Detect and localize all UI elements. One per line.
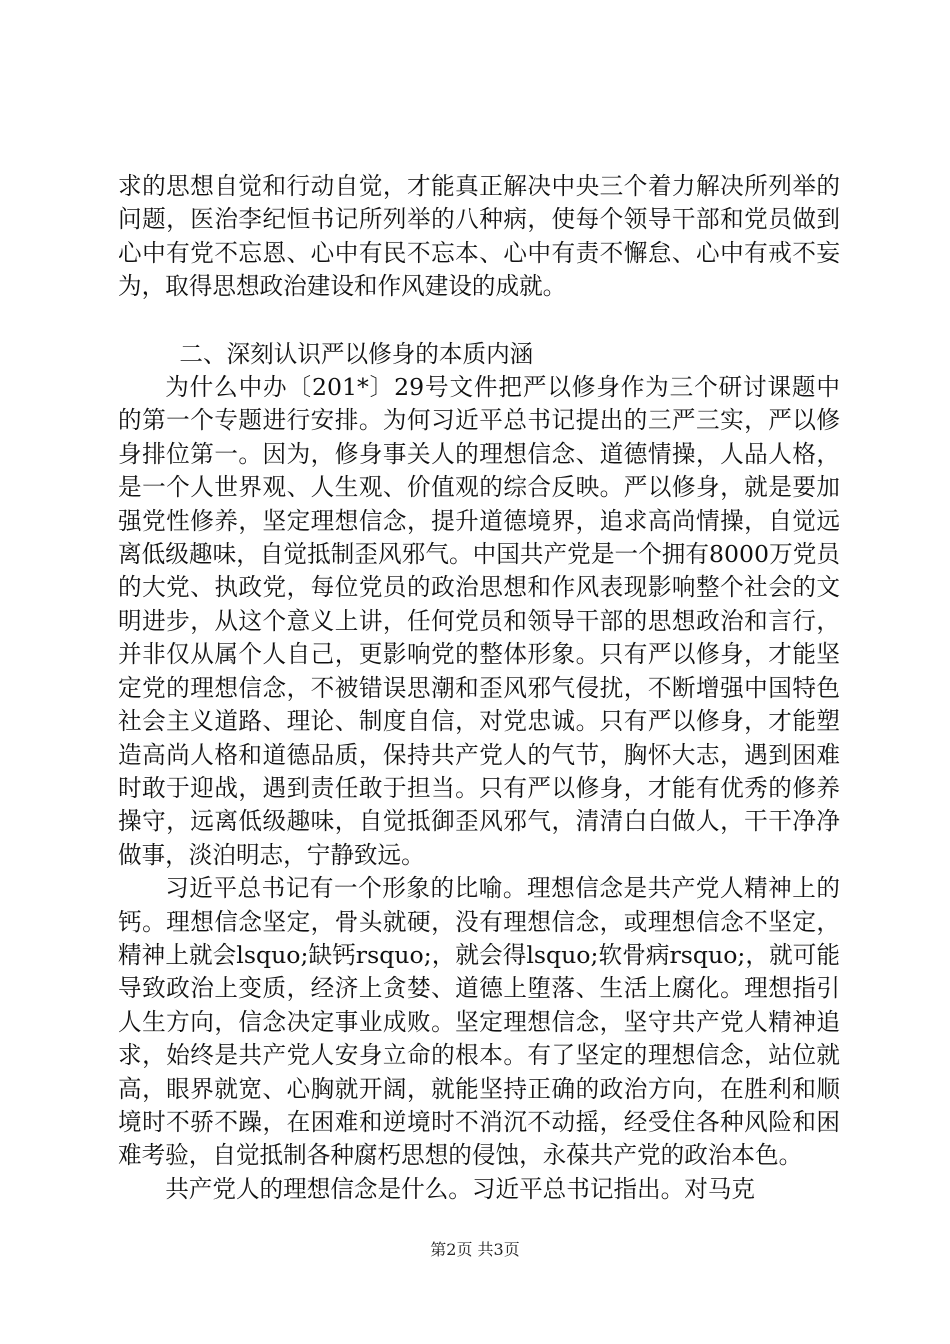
paragraph: 共产党人的理想信念是什么。习近平总书记指出。对马克 <box>165 1174 756 1203</box>
document-body <box>118 170 840 1206</box>
section-heading: 二、深刻认识严以修身的本质内涵 <box>179 339 534 368</box>
paragraph-continued: 求的思想自觉和行动自觉，才能真正解决中央三个着力解决所列举的问题，医治李纪恒书记所列举的八种病，使每个领导干部和党员做到心中有党不忘恩、心中有民不忘本、心中有责不懈怠、心中有戒不妄为，取得思想政治建设和作风建设的成就。 <box>118 172 840 301</box>
paragraph: 习近平总书记有一个形象的比喻。理想信念是共产党人精神上的钙。理想信念坚定，骨头就硬，没有理想信念，或理想信念不坚定，精神上就会lsquo;缺钙rsquo;，就会得lsquo;软骨病rsquo;，就可能导致政治上变质，经济上贪婪、道德上堕落、生活上腐化。理想指引人生方向，信念决定事业成败。坚定理想信念，坚守共产党人精神追求，始终是共产党人安身立命的根本。有了坚定的理想信念，站位就高，眼界就宽、心胸就开阔，就能坚持正确的政治方向，在胜利和顺境时不骄不躁，在困难和逆境时不消沉不动摇，经受住各种风险和困难考验，自觉抵制各种腐朽思想的侵蚀，永葆共产党的政治本色。 <box>118 874 840 1170</box>
section-spacer <box>118 304 840 338</box>
page-number-footer: 第2页 共3页 <box>430 1240 520 1259</box>
paragraph: 为什么中办〔201*〕29号文件把严以修身作为三个研讨课题中的第一个专题进行安排。为何习近平总书记提出的三严三实，严以修身排位第一。因为，修身事关人的理想信念、道德情操，人品人格，是一个人世界观、人生观、价值观的综合反映。严以修身，就是要加强党性修养，坚定理想信念，提升道德境界，追求高尚情操，自觉远离低级趣味，自觉抵制歪风邪气。中国共产党是一个拥有8000万党员的大党、执政党，每位党员的政治思想和作风表现影响整个社会的文明进步，从这个意义上讲，任何党员和领导干部的思想政治和言行，并非仅从属个人自己，更影响党的整体形象。只有严以修身，才能坚定党的理想信念，不被错误思潮和歪风邪气侵扰，不断增强中国特色社会主义道路、理论、制度自信，对党忠诚。只有严以修身，才能塑造高尚人格和道德品质，保持共产党人的气节，胸怀大志，遇到困难时敢于迎战，遇到责任敢于担当。只有严以修身，才能有优秀的修养操守，远离低级趣味，自觉抵御歪风邪气，清清白白做人，干干净净做事，淡泊明志，宁静致远。 <box>118 373 840 869</box>
